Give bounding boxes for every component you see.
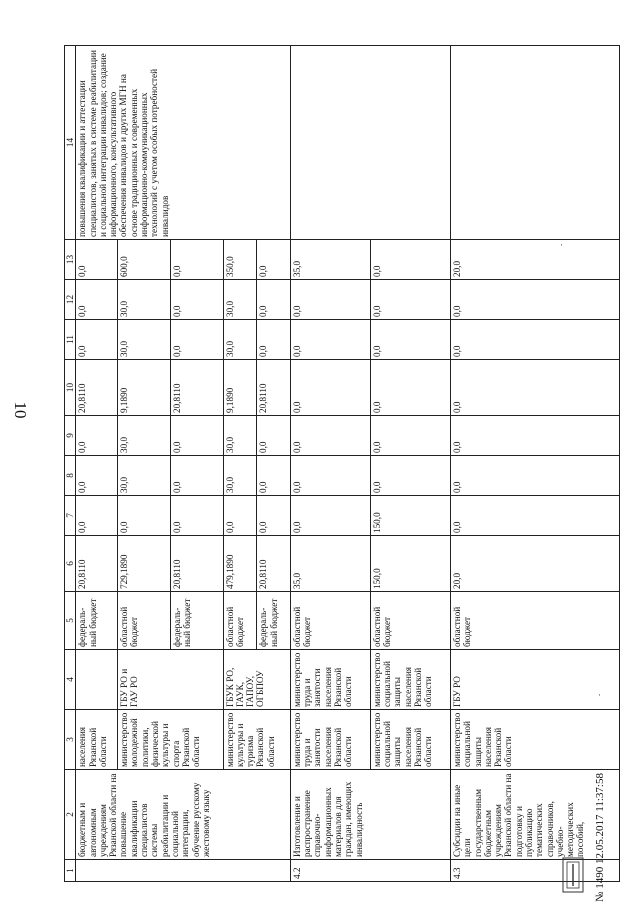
amount-cell-c13: 35,0 [290, 240, 370, 280]
funding-source-cell: областной бюджет [450, 592, 619, 650]
amount-cell-c7: 0,0 [118, 496, 171, 536]
amount-cell-c10: 9,1890 [118, 360, 171, 416]
column-number-4: 4 [65, 650, 76, 710]
amount-cell-c9: 30,0 [118, 416, 171, 456]
amount-cell-c12: 0,0 [370, 280, 450, 320]
amount-cell-c11: 0,0 [450, 320, 619, 360]
column-number-11: 11 [65, 320, 76, 360]
column-number-14: 14 [65, 46, 76, 240]
seal-icon [560, 855, 586, 895]
column-number-12: 12 [65, 280, 76, 320]
funding-source-cell: областной бюджет [290, 592, 370, 650]
amount-cell-c13: 0,0 [76, 240, 118, 280]
amount-cell-c8: 0,0 [450, 456, 619, 496]
amount-cell-c12: 30,0 [118, 280, 171, 320]
amount-cell-c6: 20,0 [450, 536, 619, 592]
table-row [290, 46, 370, 882]
participant-cell: ГБУ РО и ГАУ РО [118, 650, 223, 710]
amount-cell-c6: 729,1890 [118, 536, 171, 592]
item-number-cell: 4.3 [450, 860, 619, 882]
amount-cell-c12: 0,0 [76, 280, 118, 320]
item-number-cell: 4.2 [290, 860, 450, 882]
column-number-8: 8 [65, 456, 76, 496]
registration-stamp-text: № 1490 12.05.2017 11:37:58 [594, 773, 606, 902]
amount-cell-c10: 0,0 [370, 360, 450, 416]
amount-cell-c10: 20,8110 [76, 360, 118, 416]
registration-stamp [590, 640, 620, 910]
amount-cell-c9: 0,0 [170, 416, 223, 456]
amount-cell-c10: 20,8110 [170, 360, 223, 416]
column-number-6: 6 [65, 536, 76, 592]
amount-cell-c13: 600,0 [118, 240, 171, 280]
measure-name-cell: бюджетным и автономным учреждениям Рязанской области на повышение квалификации специалистов системы реабилитации и социальной интеграции, обучение русскому жестовому языку [76, 770, 291, 860]
funding-source-cell: областной бюджет [223, 592, 257, 650]
amount-cell-c8: 0,0 [76, 456, 118, 496]
amount-cell-c12: 0,0 [450, 280, 619, 320]
amount-cell-c7: 0,0 [290, 496, 370, 536]
amount-cell-c11: 30,0 [223, 320, 257, 360]
amount-cell-c8: 0,0 [290, 456, 370, 496]
amount-cell-c7: 150,0 [370, 496, 450, 536]
responsible-executor-cell: министерство социальной защиты населения Рязанской области [370, 710, 450, 770]
column-number-10: 10 [65, 360, 76, 416]
amount-cell-c13: 350,0 [223, 240, 257, 280]
amount-cell-c6: 20,8110 [170, 536, 223, 592]
header-row [65, 46, 76, 882]
amount-cell-c13: 0,0 [170, 240, 223, 280]
expected-result-cell [450, 46, 619, 240]
page-number: 10 [11, 401, 30, 419]
column-number-9: 9 [65, 416, 76, 456]
amount-cell-c6: 20,8110 [257, 536, 291, 592]
amount-cell-c8: 30,0 [223, 456, 257, 496]
amount-cell-c8: 30,0 [118, 456, 171, 496]
funding-source-cell: федераль-ный бюджет [76, 592, 118, 650]
item-number-cell [76, 860, 291, 882]
amount-cell-c10: 0,0 [450, 360, 619, 416]
column-number-5: 5 [65, 592, 76, 650]
funding-source-cell: федераль-ный бюджет [170, 592, 223, 650]
expected-result-cell: повышения квалификации и аттестации специалистов, занятых в системе реабилитации и социальной интеграции инвалидов; создание информационного, консультативного обеспечения инвалидов и других МГН на основе традиционных и современных информационно-коммуникационных технологий с учетом особых потребностей инвалидов [76, 46, 291, 240]
scan-mark: · [560, 240, 563, 250]
amount-cell-c9: 0,0 [257, 416, 291, 456]
column-number-2: 2 [65, 770, 76, 860]
participant-cell: министерство труда и занятости населения Рязанской области [290, 650, 370, 710]
participant-cell: ГБУ РО [450, 650, 619, 710]
column-number-13: 13 [65, 240, 76, 280]
amount-cell-c6: 35,0 [290, 536, 370, 592]
program-table [64, 45, 620, 882]
amount-cell-c9: 0,0 [370, 416, 450, 456]
column-number-1: 1 [65, 860, 76, 882]
amount-cell-c7: 0,0 [76, 496, 118, 536]
amount-cell-c9: 0,0 [450, 416, 619, 456]
amount-cell-c9: 0,0 [290, 416, 370, 456]
program-table-rotated [64, 46, 620, 882]
amount-cell-c12: 30,0 [223, 280, 257, 320]
amount-cell-c11: 0,0 [370, 320, 450, 360]
participant-cell: ГБУК РО, ГАУК, ГАПОУ, ОГБПОУ [223, 650, 290, 710]
amount-cell-c8: 0,0 [257, 456, 291, 496]
amount-cell-c10: 0,0 [290, 360, 370, 416]
amount-cell-c13: 20,0 [450, 240, 619, 280]
participant-cell: министерство социальной защиты населения Рязанской области [370, 650, 450, 710]
responsible-executor-cell: министерство труда и занятости населения Рязанской области [290, 710, 370, 770]
amount-cell-c6: 20,8110 [76, 536, 118, 592]
amount-cell-c11: 0,0 [290, 320, 370, 360]
amount-cell-c12: 0,0 [290, 280, 370, 320]
amount-cell-c7: 0,0 [257, 496, 291, 536]
amount-cell-c7: 0,0 [450, 496, 619, 536]
amount-cell-c8: 0,0 [170, 456, 223, 496]
column-number-3: 3 [65, 710, 76, 770]
amount-cell-c11: 30,0 [118, 320, 171, 360]
measure-name-cell: Субсидии на иные цели государственным бюджетным учреждениям Рязанской области на подготовку и публикацию тематических справочников, учебно-методических пособий, [450, 770, 619, 860]
responsible-executor-cell: населения Рязанской области [76, 710, 118, 770]
funding-source-cell: федераль-ный бюджет [257, 592, 291, 650]
amount-cell-c11: 0,0 [257, 320, 291, 360]
amount-cell-c6: 150,0 [370, 536, 450, 592]
amount-cell-c10: 9,1890 [223, 360, 257, 416]
amount-cell-c9: 30,0 [223, 416, 257, 456]
amount-cell-c7: 0,0 [170, 496, 223, 536]
amount-cell-c11: 0,0 [170, 320, 223, 360]
column-number-7: 7 [65, 496, 76, 536]
responsible-executor-cell: министерство социальной защиты населения Рязанской области [450, 710, 619, 770]
amount-cell-c8: 0,0 [370, 456, 450, 496]
amount-cell-c12: 0,0 [257, 280, 291, 320]
table-body [76, 46, 620, 882]
responsible-executor-cell: министерство культуры и туризма Рязанской области [223, 710, 290, 770]
participant-cell [76, 650, 118, 710]
responsible-executor-cell: министерство молодежной политики, физической культуры и спорта Рязанской области [118, 710, 223, 770]
amount-cell-c11: 0,0 [76, 320, 118, 360]
funding-source-cell: областной бюджет [118, 592, 171, 650]
amount-cell-c7: 0,0 [223, 496, 257, 536]
amount-cell-c12: 0,0 [170, 280, 223, 320]
amount-cell-c13: 0,0 [257, 240, 291, 280]
scan-mark: · [598, 690, 601, 700]
amount-cell-c9: 0,0 [76, 416, 118, 456]
amount-cell-c6: 479,1890 [223, 536, 257, 592]
expected-result-cell [290, 46, 450, 240]
amount-cell-c10: 20,8110 [257, 360, 291, 416]
measure-name-cell: Изготовление и распространение справочно-информационных материалов для граждан, имеющих инвалидность [290, 770, 450, 860]
table-row [76, 46, 118, 882]
amount-cell-c13: 0,0 [370, 240, 450, 280]
funding-source-cell: областной бюджет [370, 592, 450, 650]
